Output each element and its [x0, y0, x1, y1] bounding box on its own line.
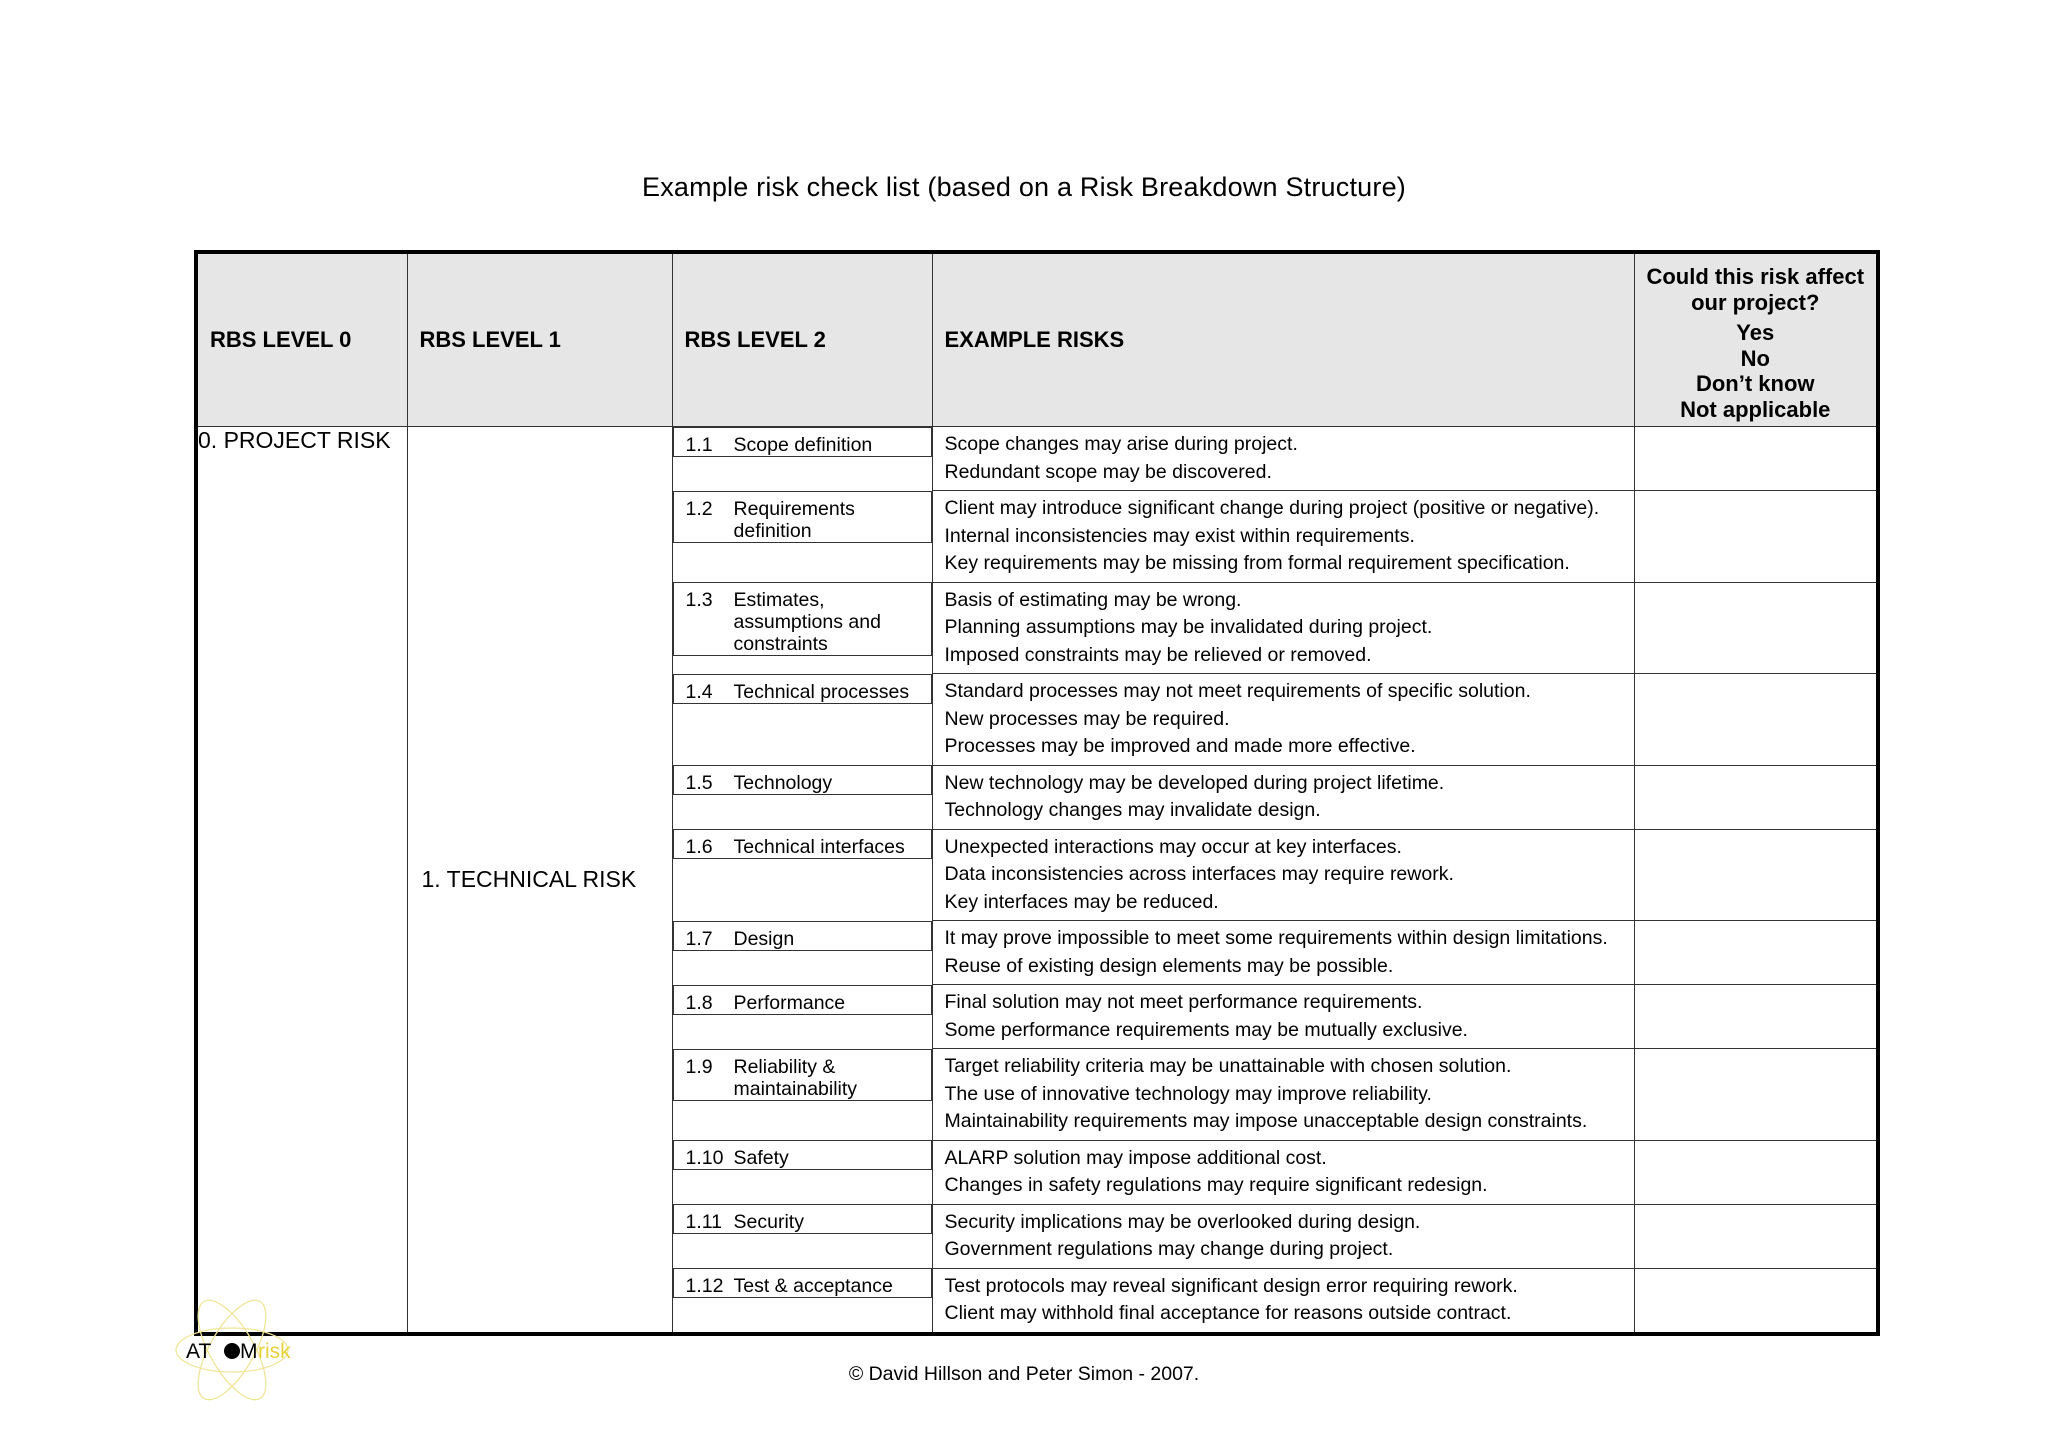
example-risk-line: ALARP solution may impose additional cost.	[944, 1146, 1327, 1169]
example-risks-cell	[932, 765, 1634, 829]
example-risks-cell	[932, 1140, 1634, 1204]
example-risk-line: Unexpected interactions may occur at key interfaces.	[944, 835, 1402, 858]
example-risk-line: Internal inconsistencies may exist within requirements.	[944, 524, 1415, 547]
rbs-level-2-cell	[673, 1268, 932, 1298]
rbs-level-2-cell	[673, 427, 932, 457]
example-risks-cell	[932, 1204, 1634, 1268]
affect-answer-cell[interactable]	[1634, 829, 1878, 921]
rbs-level-2-cell	[673, 1049, 932, 1101]
example-risk-line: Maintainability requirements may impose unacceptable design constraints.	[944, 1110, 1588, 1132]
rbs-level-2-cell	[673, 1140, 932, 1170]
example-risks-cell	[932, 1049, 1634, 1141]
example-risks-cell	[932, 674, 1634, 766]
rbs-level-2-number: 1.2	[685, 497, 713, 520]
header-affect-question	[1634, 252, 1878, 427]
logo-text-m: M	[240, 1340, 258, 1363]
affect-answer-cell[interactable]	[1634, 765, 1878, 829]
option-yes: Yes	[1736, 320, 1775, 346]
header-row	[196, 252, 1878, 427]
example-risk-line: Standard processes may not meet requirements of specific solution.	[944, 680, 1531, 702]
example-risk-line: New technology may be developed during project lifetime.	[944, 771, 1445, 794]
example-risk-line: Test protocols may reveal significant design error requiring rework.	[944, 1274, 1518, 1297]
header-example-risks: EXAMPLE RISKS	[932, 252, 1634, 427]
example-risk-line: Reuse of existing design elements may be possible.	[944, 954, 1394, 977]
example-risk-line: Key interfaces may be reduced.	[944, 890, 1219, 913]
copyright-footer: © David Hillson and Peter Simon - 2007.	[848, 1363, 1200, 1385]
option-dont-know: Don’t know	[1695, 371, 1815, 397]
rbs-level-2-number: 1.10	[685, 1147, 724, 1169]
example-risk-line: The use of innovative technology may improve reliability.	[944, 1082, 1432, 1105]
logo-nucleus	[224, 1343, 240, 1359]
table-row	[196, 427, 1878, 491]
example-risk-line: Client may withhold final acceptance for reasons outside contract.	[944, 1302, 1512, 1324]
atom-risk-logo	[170, 1290, 300, 1410]
example-risks-cell	[932, 427, 1634, 491]
rbs-level-2-number: 1.8	[685, 991, 713, 1014]
rbs-level-2-name: Requirements definition	[733, 497, 855, 542]
example-risk-line: Technology changes may invalidate design.	[944, 799, 1321, 821]
example-risk-line: Changes in safety regulations may require significant redesign.	[944, 1174, 1488, 1196]
example-risk-line: New processes may be required.	[944, 707, 1230, 730]
example-risk-line: Security implications may be overlooked during design.	[944, 1210, 1421, 1233]
example-risk-line: Imposed constraints may be relieved or removed.	[944, 643, 1372, 666]
affect-answer-cell[interactable]	[1634, 1268, 1878, 1334]
rbs-level-2-name: Test & acceptance	[733, 1275, 893, 1297]
example-risks-cell	[932, 582, 1634, 674]
rbs-level-2-cell	[673, 829, 932, 859]
rbs-level-2-number: 1.1	[685, 434, 713, 456]
rbs-level-2-name: Safety	[733, 1147, 789, 1169]
rbs-level-2-number: 1.12	[685, 1275, 724, 1297]
logo-text-at: AT	[186, 1340, 212, 1363]
rbs-level-2-cell	[673, 491, 932, 543]
affect-answer-cell[interactable]	[1634, 921, 1878, 985]
example-risk-line: It may prove impossible to meet some requirements within design limitations.	[944, 927, 1608, 949]
rbs-level-2-cell	[673, 765, 932, 795]
rbs-level-2-cell	[673, 582, 932, 656]
option-no: No	[1740, 345, 1770, 371]
example-risk-line: Data inconsistencies across interfaces may require rework.	[944, 863, 1454, 885]
rbs-level-2-number: 1.5	[685, 772, 713, 794]
example-risk-line: Basis of estimating may be wrong.	[944, 588, 1242, 611]
example-risk-line: Government regulations may change during project.	[944, 1238, 1394, 1260]
rbs-level-2-number: 1.9	[685, 1055, 713, 1078]
example-risk-line: Redundant scope may be discovered.	[944, 460, 1272, 483]
example-risks-cell	[932, 985, 1634, 1049]
rbs-level-2-name: Security	[733, 1211, 804, 1233]
rbs-level-2-number: 1.3	[685, 589, 713, 611]
option-not-applicable: Not applicable	[1680, 396, 1831, 422]
rbs-level-2-name: Technical interfaces	[733, 836, 905, 858]
affect-answer-cell[interactable]	[1634, 1204, 1878, 1268]
affect-answer-cell[interactable]	[1634, 582, 1878, 674]
example-risks-cell	[932, 829, 1634, 921]
rbs-level-2-name: Technical processes	[733, 680, 910, 703]
rbs-level-2-cell	[673, 674, 932, 704]
affect-answer-cell[interactable]	[1634, 427, 1878, 491]
rbs-level-2-cell	[673, 921, 932, 951]
example-risk-line: Target reliability criteria may be unattainable with chosen solution.	[944, 1055, 1512, 1077]
example-risk-line: Client may introduce significant change during project (positive or negative).	[944, 497, 1600, 519]
example-risk-line: Final solution may not meet performance requirements.	[944, 991, 1423, 1013]
affect-answer-cell[interactable]	[1634, 985, 1878, 1049]
rbs-level-2-name: Design	[733, 927, 795, 950]
question-text: Could this risk affect our project?	[1646, 264, 1865, 315]
risk-checklist-table	[194, 250, 1880, 1336]
rbs-level-2-name: Performance	[733, 991, 846, 1014]
rbs-level-2-name: Reliability & maintainability	[733, 1055, 858, 1100]
rbs-level-2-number: 1.4	[685, 680, 713, 703]
affect-answer-cell[interactable]	[1634, 1049, 1878, 1141]
header-rbs-level-0: RBS LEVEL 0	[196, 252, 407, 427]
affect-answer-cell[interactable]	[1634, 491, 1878, 583]
logo-text-risk: risk	[258, 1340, 291, 1363]
rbs-level-2-name: Scope definition	[733, 434, 873, 456]
example-risks-cell	[932, 491, 1634, 583]
example-risk-line: Scope changes may arise during project.	[944, 433, 1298, 455]
example-risks-cell	[932, 921, 1634, 985]
rbs-level-2-name: Estimates, assumptions and constraints	[733, 589, 881, 655]
header-rbs-level-2: RBS LEVEL 2	[672, 252, 932, 427]
rbs-level-2-number: 1.11	[685, 1211, 723, 1233]
affect-answer-cell[interactable]	[1634, 674, 1878, 766]
header-rbs-level-1: RBS LEVEL 1	[407, 252, 672, 427]
rbs-level-2-cell	[673, 985, 932, 1015]
example-risk-line: Key requirements may be missing from formal requirement specification.	[944, 552, 1570, 574]
example-risks-cell	[932, 1268, 1634, 1334]
example-risk-line: Planning assumptions may be invalidated during project.	[944, 616, 1433, 638]
rbs-level-2-number: 1.7	[685, 927, 713, 950]
rbs-level-1-cell: 1. TECHNICAL RISK	[407, 427, 672, 1334]
example-risk-line: Processes may be improved and made more effective.	[944, 735, 1416, 757]
rbs-level-2-cell	[673, 1204, 932, 1234]
example-risk-line: Some performance requirements may be mutually exclusive.	[944, 1018, 1468, 1041]
page-title: Example risk check list (based on a Risk Breakdown Structure)	[642, 172, 1406, 202]
affect-answer-cell[interactable]	[1634, 1140, 1878, 1204]
rbs-level-2-number: 1.6	[685, 836, 713, 858]
rbs-level-2-name: Technology	[733, 772, 833, 794]
rbs-level-0-cell: 0. PROJECT RISK	[196, 427, 407, 1334]
